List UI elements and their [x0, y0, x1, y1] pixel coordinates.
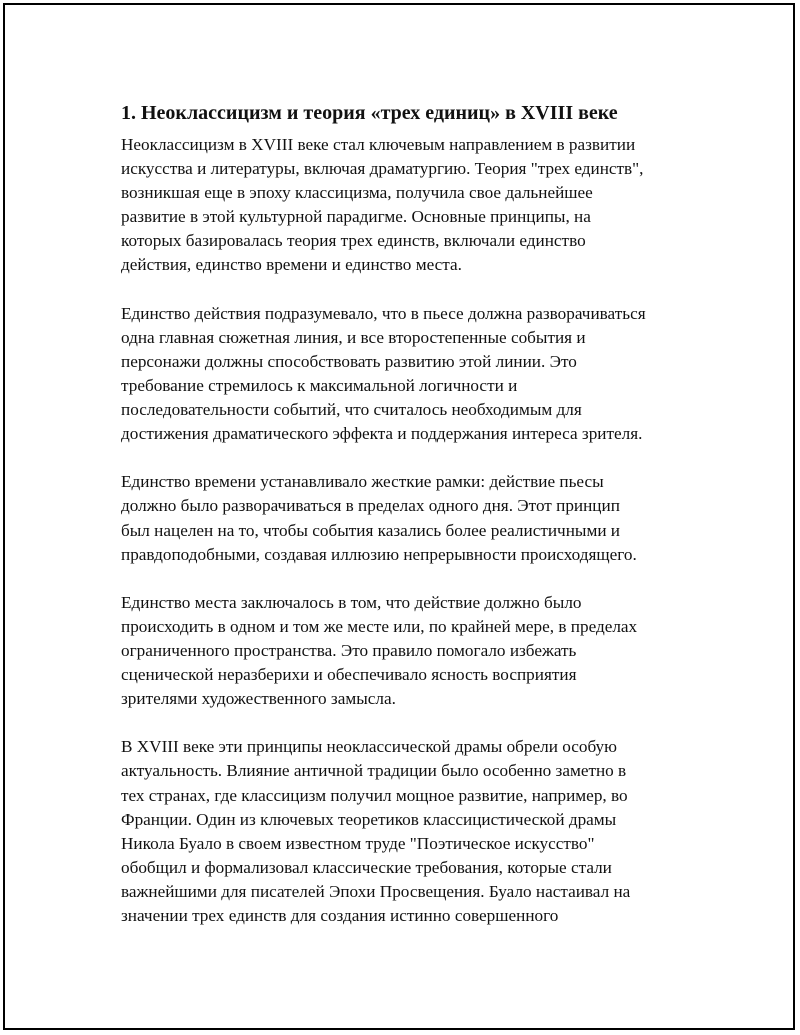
text-line: Франции. Один из ключевых теоретиков классицистической драмы [121, 809, 617, 829]
text-line: развитие в этой культурной парадигме. Основные принципы, на [121, 207, 591, 227]
text-line: ограниченного пространства. Это правило помогало избежать [121, 640, 577, 660]
text-line: достижения драматического эффекта и поддержания интереса зрителя. [121, 424, 643, 444]
text-line: В XVIII веке эти принципы неоклассической драмы обрели особую [121, 737, 617, 757]
text-line: Никола Буало в своем известном труде "Поэтическое искусство" [121, 833, 595, 853]
text-line: актуальность. Влияние античной традиции было особенно заметно в [121, 761, 627, 781]
text-line: Единство места заключалось в том, что действие должно было [121, 592, 582, 612]
text-line: требование стремилось к максимальной логичности и [121, 375, 518, 395]
text-line: сценической неразберихи и обеспечивало ясность восприятия [121, 665, 577, 685]
text-line: тех странах, где классицизм получил мощное развитие, например, во [121, 785, 628, 805]
text-line: важнейшими для писателей Эпохи Просвещения. Буало настаивал на [121, 881, 631, 901]
text-line: обобщил и формализовал классические требования, которые стали [121, 857, 612, 877]
paragraph-unity-of-action [121, 302, 701, 447]
paragraph-unity-of-place [121, 591, 701, 711]
text-line: происходить в одном и том же месте или, по крайней мере, в пределах [121, 616, 638, 636]
text-line: одна главная сюжетная линия, и все второстепенные события и [121, 327, 586, 347]
text-line: Неоклассицизм в XVIII веке стал ключевым направлением в развитии [121, 135, 636, 154]
text-line: которых базировалась теория трех единств, включали единство [121, 231, 586, 251]
paragraph-unity-of-time [121, 470, 701, 566]
paragraph-intro [121, 133, 701, 278]
document-body [121, 101, 701, 928]
text-line: был нацелен на то, чтобы события казались более реалистичными и [121, 520, 621, 540]
text-line: Единство действия подразумевало, что в пьесе должна разворачиваться [121, 303, 646, 323]
text-line: персонажи должны способствовать развитию этой линии. Это [121, 351, 577, 371]
text-line: последовательности событий, что считалось необходимым для [121, 400, 582, 420]
text-line: возникшая еще в эпоху классицизма, получила свое дальнейшее [121, 183, 593, 203]
section-heading: 1. Неоклассицизм и теория «трех единиц» в XVIII веке [121, 102, 618, 124]
text-line: значении трех единств для создания истинно совершенного [121, 906, 559, 925]
text-line: должно было разворачиваться в пределах одного дня. Этот принцип [121, 496, 620, 516]
text-line: искусства и литературы, включая драматургию. Теория "трех единств", [121, 159, 644, 179]
text-line: Единство времени устанавливало жесткие рамки: действие пьесы [121, 472, 604, 492]
text-line: правдоподобными, создавая иллюзию непрерывности происходящего. [121, 544, 637, 564]
paragraph-eighteenth-century [121, 735, 701, 928]
page-frame [3, 3, 795, 1030]
text-line: действия, единство времени и единство места. [121, 255, 462, 275]
text-line: зрителями художественного замысла. [121, 689, 396, 709]
